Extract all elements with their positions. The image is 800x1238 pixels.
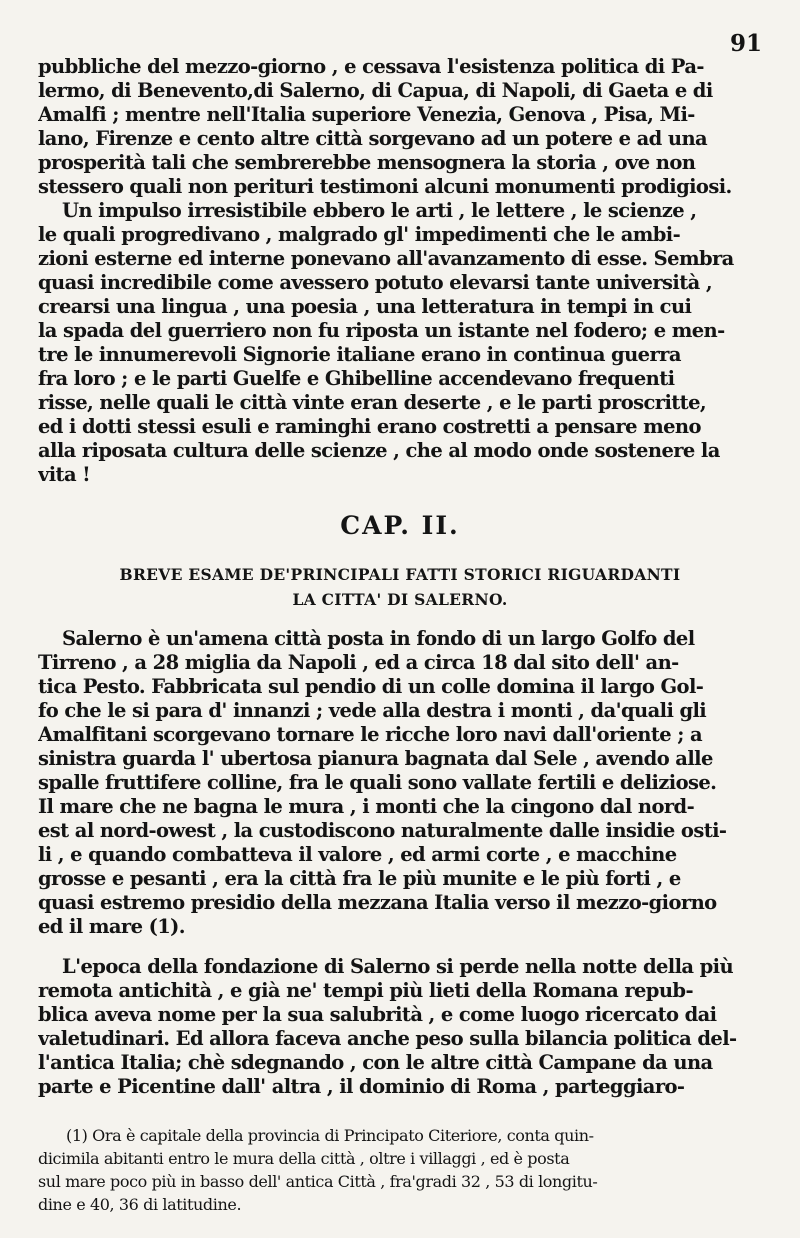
- text-line: remota antichità , e già ne' tempi più lieti della Romana repub-: [38, 979, 693, 1002]
- text-line: prosperità tali che sembrerebbe mensognera la storia , ove non: [38, 151, 696, 174]
- text-line: la spada del guerriero non fu riposta un istante nel fodero; e men-: [38, 319, 725, 342]
- text-line: est al nord-owest , la custodiscono naturalmente dalle insidie osti-: [38, 819, 727, 842]
- text-line: stessero quali non perituri testimoni alcuni monumenti prodigiosi.: [38, 175, 732, 198]
- footnote-line: sul mare poco più in basso dell' antica Città , fra'gradi 32 , 53 di longitu-: [38, 1172, 598, 1191]
- text-line: pubbliche del mezzo-giorno , e cessava l'esistenza politica di Pa-: [38, 55, 704, 78]
- page-number: 91: [729, 30, 762, 57]
- text-line: lano, Firenze e cento altre città sorgevano ad un potere e ad una: [38, 127, 708, 150]
- footnote-line: dine e 40, 36 di latitudine.: [38, 1195, 242, 1214]
- text-line: le quali progredivano , malgrado gl' impedimenti che le ambi-: [38, 223, 681, 246]
- text-line: quasi estremo presidio della mezzana Italia verso il mezzo-giorno: [38, 891, 717, 914]
- text-line: fo che le si para d' innanzi ; vede alla destra i monti , da'quali gli: [38, 699, 707, 722]
- text-line: valetudinari. Ed allora faceva anche peso sulla bilancia politica del-: [38, 1027, 737, 1050]
- text-line: li , e quando combatteva il valore , ed armi corte , e macchine: [38, 843, 677, 866]
- text-line: Un impulso irresistibile ebbero le arti , le lettere , le scienze ,: [62, 199, 697, 222]
- text-line: Salerno è un'amena città posta in fondo di un largo Golfo del: [62, 627, 695, 650]
- chapter-subtitle: LA CITTA' DI SALERNO.: [292, 590, 508, 609]
- text-line: vita !: [38, 463, 91, 486]
- text-line: tre le innumerevoli Signorie italiane erano in continua guerra: [38, 343, 681, 366]
- text-line: parte e Picentine dall' altra , il dominio di Roma , parteggiaro-: [38, 1075, 685, 1098]
- text-line: lermo, di Benevento,di Salerno, di Capua, di Napoli, di Gaeta e di: [38, 79, 713, 102]
- text-line: Amalfi ; mentre nell'Italia superiore Venezia, Genova , Pisa, Mi-: [38, 103, 695, 126]
- text-line: tica Pesto. Fabbricata sul pendio di un colle domina il largo Gol-: [38, 675, 704, 698]
- text-line: l'antica Italia; chè sdegnando , con le altre città Campane da una: [38, 1051, 713, 1074]
- chapter-title: CAP. II.: [340, 511, 460, 540]
- text-line: Tirreno , a 28 miglia da Napoli , ed a circa 18 dal sito dell' an-: [38, 651, 679, 674]
- text-line: Amalfitani scorgevano tornare le ricche loro navi dall'oriente ; a: [38, 723, 703, 746]
- text-line: risse, nelle quali le città vinte eran deserte , e le parti proscritte,: [38, 391, 707, 414]
- text-line: ed il mare (1).: [38, 915, 185, 938]
- text-line: L'epoca della fondazione di Salerno si perde nella notte della più: [62, 955, 734, 978]
- footnote-line: dicimila abitanti entro le mura della città , oltre i villaggi , ed è posta: [38, 1149, 570, 1168]
- paragraph-2: [38, 199, 762, 487]
- text-line: spalle fruttifere colline, fra le quali sono vallate fertili e deliziose.: [38, 771, 717, 794]
- text-line: alla riposata cultura delle scienze , che al modo onde sostenere la: [38, 439, 720, 462]
- paragraph-1: [38, 55, 762, 199]
- chapter-subtitle: BREVE ESAME DE'PRINCIPALI FATTI STORICI RIGUARDANTI: [119, 565, 681, 584]
- paragraph-4: [38, 955, 762, 1099]
- footnote: [38, 1124, 762, 1216]
- text-line: zioni esterne ed interne ponevano all'avanzamento di esse. Sembra: [38, 247, 734, 270]
- text-line: blica aveva nome per la sua salubrità , e come luogo ricercato dai: [38, 1003, 717, 1026]
- text-line: quasi incredibile come avessero potuto elevarsi tante università ,: [38, 271, 713, 294]
- text-line: Il mare che ne bagna le mura , i monti che la cingono dal nord-: [38, 795, 695, 818]
- footnote-line: (1) Ora è capitale della provincia di Principato Citeriore, conta quin-: [66, 1126, 594, 1145]
- text-line: sinistra guarda l' ubertosa pianura bagnata dal Sele , avendo alle: [38, 747, 713, 770]
- text-line: fra loro ; e le parti Guelfe e Ghibelline accendevano frequenti: [38, 367, 675, 390]
- text-line: grosse e pesanti , era la città fra le più munite e le più forti , e: [38, 867, 681, 890]
- paragraph-3: [38, 627, 762, 939]
- text-line: crearsi una lingua , una poesia , una letteratura in tempi in cui: [38, 295, 692, 318]
- text-line: ed i dotti stessi esuli e raminghi erano costretti a pensare meno: [38, 415, 701, 438]
